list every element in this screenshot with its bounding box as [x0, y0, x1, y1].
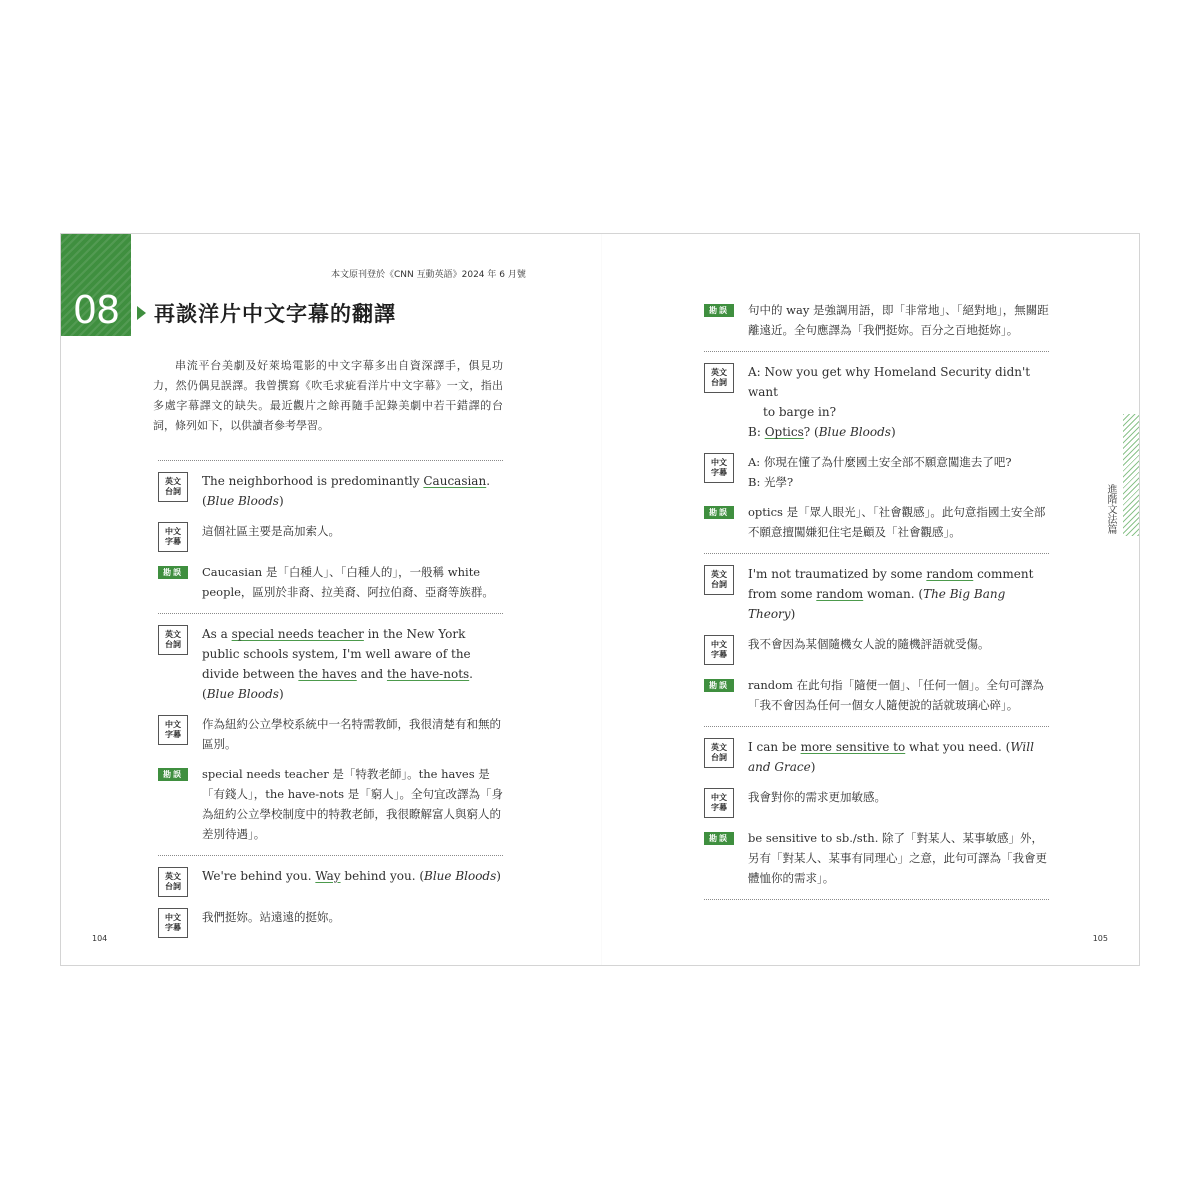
intro-paragraph: 串流平台美劇及好萊塢電影的中文字幕多出自資深譯手，俱見功力，然仍偶見誤譯。我曾撰寫《吹毛求疵看洋片中文字幕》一文，指出多處字幕譯文的缺失。最近觀片之餘再隨手記錄美劇中若干錯譯的台詞，條列如下，以供讀者參考學習。	[153, 359, 503, 432]
section-side-label: 進階文法篇	[1105, 484, 1116, 534]
section-side-tab	[1123, 414, 1139, 536]
chinese-subtitle-tag: 中文 字幕	[704, 453, 734, 483]
entry-random	[704, 564, 1049, 727]
english-line-tag: 英文 台詞	[704, 738, 734, 768]
entry-optics	[704, 362, 1049, 554]
chinese-subtitle: 作為紐約公立學校系統中一名特需教師，我很清楚有和無的區別。	[202, 717, 501, 751]
english-line-tag: 英文 台詞	[704, 565, 734, 595]
correction-tag: 勘誤	[158, 566, 188, 579]
chinese-subtitle: A: 你現在懂了為什麼國土安全部不願意闖進去了吧? B: 光學?	[748, 455, 1012, 489]
chapter-badge	[61, 234, 131, 336]
correction-note: special needs teacher 是「特教老師」。the haves 是「有錢人」，the have-nots 是「窮人」。全句宜改譯為「身為紐約公立學校制度中的特教老師，我很瞭解富人與窮人的差別待遇」。	[202, 767, 503, 841]
correction-tag: 勘誤	[704, 832, 734, 845]
chapter-number: 08	[72, 288, 120, 332]
source-note: 本文原刊登於《CNN 互動英語》2024 年 6 月號	[331, 270, 526, 280]
english-line-tag: 英文 台詞	[158, 472, 188, 502]
english-line: We're behind you. Way behind you. (Blue Bloods)	[202, 869, 501, 883]
correction-tag: 勘誤	[704, 506, 734, 519]
english-line: I'm not traumatized by some random comment from some random woman. (The Big Bang Theory)	[748, 567, 1034, 621]
chinese-subtitle: 我會對你的需求更加敏感。	[748, 790, 886, 804]
correction-note: Caucasian 是「白種人」、「白種人的」，一般稱 white people，區別於非裔、拉美裔、阿拉伯裔、亞裔等族群。	[202, 565, 494, 599]
correction-note: random 在此句指「隨便一個」、「任何一個」。全句可譯為「我不會因為任何一個女人隨便說的話就玻璃心碎」。	[748, 678, 1044, 712]
page-number-right: 105	[1092, 934, 1108, 943]
english-line-tag: 英文 台詞	[158, 625, 188, 655]
correction-note: 句中的 way 是強調用語，即「非常地」、「絕對地」，無關距離遠近。全句應譯為「我們挺妳。百分之百地挺妳」。	[748, 303, 1049, 337]
entry-way-correction	[704, 300, 1049, 352]
chinese-subtitle: 我們挺妳。站遠遠的挺妳。	[202, 910, 340, 924]
entry-special-needs	[158, 624, 503, 856]
english-line-tag: 英文 台詞	[704, 363, 734, 393]
chinese-subtitle-tag: 中文 字幕	[158, 908, 188, 938]
entry-sensitive	[704, 737, 1049, 900]
english-line: The neighborhood is predominantly Caucasian. (Blue Bloods)	[202, 474, 491, 508]
page-number-left: 104	[92, 934, 108, 943]
chapter-title: 再談洋片中文字幕的翻譯	[154, 302, 396, 326]
right-entries	[704, 294, 1049, 910]
chinese-subtitle-tag: 中文 字幕	[704, 635, 734, 665]
entry-way-behind	[158, 866, 503, 949]
page-gutter	[601, 234, 602, 965]
book-spread	[60, 233, 1140, 966]
entry-caucasian	[158, 471, 503, 614]
correction-tag: 勘誤	[704, 304, 734, 317]
chinese-subtitle: 這個社區主要是高加索人。	[202, 524, 340, 538]
correction-tag: 勘誤	[704, 679, 734, 692]
chapter-arrow-icon	[137, 306, 146, 320]
english-line: As a special needs teacher in the New York public schools system, I'm well aware of the divide between the haves and the have-nots. (Blue Bloods)	[202, 627, 473, 701]
chinese-subtitle-tag: 中文 字幕	[158, 715, 188, 745]
english-line: I can be more sensitive to what you need. (Will and Grace)	[748, 740, 1034, 774]
left-entries	[158, 460, 503, 959]
english-line-tag: 英文 台詞	[158, 867, 188, 897]
correction-note: optics 是「眾人眼光」、「社會觀感」。此句意指國土安全部不願意擅闖嫌犯住宅是顧及「社會觀感」。	[748, 505, 1046, 539]
chinese-subtitle-tag: 中文 字幕	[704, 788, 734, 818]
english-line: A: Now you get why Homeland Security didn't want to barge in? B: Optics? (Blue Bloods)	[748, 365, 1031, 439]
chinese-subtitle: 我不會因為某個隨機女人說的隨機評語就受傷。	[748, 637, 990, 651]
correction-note: be sensitive to sb./sth. 除了「對某人、某事敏感」外，另有「對某人、某事有同理心」之意，此句可譯為「我會更體恤你的需求」。	[748, 831, 1047, 885]
chinese-subtitle-tag: 中文 字幕	[158, 522, 188, 552]
correction-tag: 勘誤	[158, 768, 188, 781]
